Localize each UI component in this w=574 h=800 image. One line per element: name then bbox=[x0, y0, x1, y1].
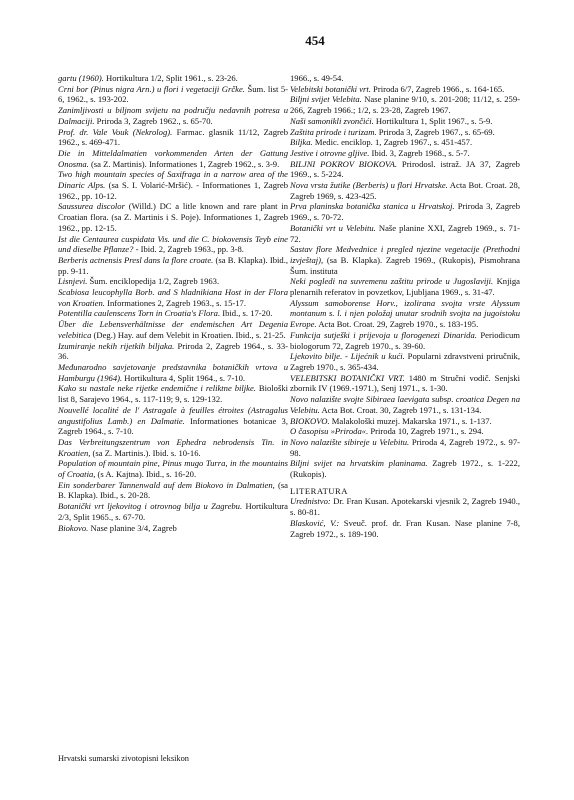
bibliography-entry bbox=[58, 501, 288, 522]
bibliography-entry bbox=[58, 287, 288, 308]
entry-details: Priroda 3, Zagreb 1962., s. 65-70. bbox=[94, 115, 213, 126]
bibliography-entry bbox=[290, 244, 520, 276]
entry-details: (Deg.) Hay. auf dem Velebit in Kroatien. Ibid., s. 21-25. bbox=[91, 329, 286, 340]
bibliography-entry bbox=[58, 308, 288, 319]
entry-details: Priroda 4, Zagreb 1972., s. 97-98. bbox=[290, 436, 521, 458]
entry-details: Sveuč. prof. dr. Fran Kusan. Nase planine 7-8, Zagreb 1972., s. 189-190. bbox=[290, 517, 520, 539]
entry-title: Biljka. bbox=[290, 137, 313, 148]
entry-title: Međunarodno savjetovanje predstavnika botaničkih vrtova u Hamburgu (1964). bbox=[58, 361, 288, 383]
entry-title: Crni bor (Pinus nigra Arn.) u flori i vegetaciji Grčke. bbox=[58, 83, 245, 94]
entry-title: Two high mountain species of Saxifraga in a narrow area of the Dinaric Alps. bbox=[58, 169, 288, 191]
bibliography-entry bbox=[290, 223, 520, 244]
bibliography-entry bbox=[58, 319, 288, 340]
entry-title: Neki pogledi na suvremenu zaštitu prirode u Jugoslaviji. bbox=[290, 276, 494, 287]
bibliography-entry bbox=[58, 169, 288, 201]
bibliography-entry bbox=[58, 362, 288, 383]
entry-details: Naše planine XXI, Zagreb 1969., s. 71-72. bbox=[290, 222, 520, 244]
bibliography-entry bbox=[290, 416, 520, 427]
entry-title: Jestive i otrovne gljive. bbox=[290, 147, 370, 158]
bibliography-entry bbox=[290, 84, 520, 95]
entry-title: Prof. dr. Vale Vouk (Nekrolog). bbox=[58, 126, 173, 137]
entry-details: Farmac. glasnik 11/12, Zagreb 1962., s. 469-471. bbox=[58, 126, 288, 148]
entry-details: Nase planine 3/4, Zagreb bbox=[88, 522, 177, 533]
entry-title: Alyssum samoborense Horv., izolirana svojta vrste Alyssum montanum s. l. i njen položaj unutar srodnih svojta na jugoistoku Evrope. bbox=[290, 297, 520, 330]
entry-title: Sastav flore Medvednice i pregled njezine vegetacije (Prethodni izvještaj), bbox=[290, 244, 520, 265]
bibliography-entry bbox=[58, 383, 288, 404]
bibliography-entry bbox=[290, 127, 520, 138]
bibliography-entry bbox=[290, 276, 520, 297]
right-column-entries bbox=[290, 73, 520, 480]
entry-details: Acta Bot. Croat. 28, Zagreb 1969, s. 423-425. bbox=[290, 180, 521, 201]
bibliography-entry bbox=[290, 437, 520, 458]
bibliography-entry bbox=[58, 405, 288, 437]
entry-details: (sa B. Klapka). Ibid., pp. 9-11. bbox=[58, 254, 288, 276]
entry-details: Ibid., s. 17-20. bbox=[220, 308, 273, 319]
entry-details: 1966., s. 49-54. bbox=[290, 73, 344, 83]
entry-details: Informationes 2, Zagreb 1963., s. 15-17. bbox=[104, 297, 247, 308]
entry-title: Naši samonikli zvončići. bbox=[290, 115, 374, 126]
entry-title: O časopisu »Priroda«. bbox=[290, 426, 369, 437]
entry-details: Nase planine 9/10, s. 201-208; 11/12, s. 259-266, Zagreb 1966.; 1/2, s. 23-28, Zagreb 1967. bbox=[290, 94, 521, 116]
entry-details: Priroda 10, Zagreb 1971., s. 294. bbox=[368, 426, 484, 437]
right-column bbox=[290, 73, 520, 539]
bibliography-entry bbox=[290, 330, 520, 351]
entry-title: Berberis actnensis Presl dans la flore croate. bbox=[58, 254, 214, 265]
entry-details: Priroda 2, Zagreb 1964., s. 33-36. bbox=[58, 340, 288, 362]
entry-details: Dr. Fran Kusan. Apotekarski vjesnik 2, Zagreb 1940., s. 80-81. bbox=[290, 496, 520, 518]
bibliography-entry bbox=[58, 480, 288, 501]
entry-title: Ein sonderbarer Tannenwald auf dem Biokovo in Dalmatien, bbox=[58, 479, 275, 490]
entry-details: Hortikultura 4, Split 1964., s. 7-10. bbox=[122, 372, 246, 383]
bibliography-entry bbox=[290, 180, 520, 201]
entry-title: Saussurea discolor bbox=[58, 201, 125, 212]
entry-details: Medic. enciklop. 1, Zagreb 1967., s. 451-457. bbox=[312, 137, 473, 148]
bibliography-entry bbox=[290, 426, 520, 437]
bibliography-entry bbox=[58, 201, 288, 233]
entry-title: Nova vrsta žutike (Berberis) u flori Hrvatske. bbox=[290, 180, 448, 191]
entry-details: Hortikultura 1/2, Split 1961., s. 23-26. bbox=[103, 73, 238, 83]
entry-title: Biokovo. bbox=[58, 522, 89, 533]
entry-details: (sa Z. Martinis.). Ibid. s. 10-16. bbox=[90, 447, 201, 458]
literature-heading: LITERATURA bbox=[290, 485, 348, 496]
bibliography-entry bbox=[58, 234, 288, 255]
entry-title: VELEBITSKI BOTANIČKI VRT. bbox=[290, 372, 405, 383]
entry-title: Das Verbreitungszentrum von Ephedra nebrodensis Tin. in Kroatien, bbox=[58, 436, 288, 458]
entry-details: Knjiga plenarnih referatov in povzetkov, Ljubljana 1969., s. 31-47. bbox=[290, 276, 520, 298]
entry-details: Malakološki muzej. Makarska 1971., s. 1-137. bbox=[329, 415, 492, 426]
entry-details: Hortikultura 2/3, Split 1965., s. 67-70. bbox=[58, 501, 288, 522]
entry-title: Ljekovito bilje. - Lijećnik u kući. bbox=[290, 351, 405, 362]
entry-title: Botanički vrt u Velebitu. bbox=[290, 222, 376, 233]
bibliography-entry bbox=[290, 201, 520, 222]
bibliography-entry bbox=[58, 458, 288, 479]
bibliography-entry bbox=[290, 458, 520, 479]
entry-title: BIOKOVO. bbox=[290, 415, 330, 426]
entry-title: Prva planinska botanička stanica u Hrvatskoj. bbox=[290, 201, 455, 212]
bibliography-entry bbox=[290, 518, 520, 539]
bibliography-entry bbox=[290, 394, 520, 415]
entry-title: Zaštita prirode i turizam. bbox=[290, 126, 377, 137]
entry-details: (s A. Kajtna). Ibid., s. 16-20. bbox=[95, 469, 197, 480]
entry-title: BILJNI POKROV BIOKOVA. bbox=[290, 158, 398, 169]
bibliography-entry bbox=[58, 105, 288, 126]
entry-title: Population of mountain pine, Pinus mugo Turra, in the mountains of Croatia, bbox=[58, 458, 288, 480]
entry-details: (Willd.) DC a litle known and rare plant in Croatian flora. (sa Z. Martinis i S. Poje). Informationes 1, Zagreb 1962., pp. 12-15. bbox=[58, 201, 288, 233]
bibliography-entry bbox=[58, 341, 288, 362]
entry-title: Izumiranje nekih rijetkih biljaka. bbox=[58, 340, 175, 351]
entry-details: Šum. enciklopedija 1/2, Zagreb 1963. bbox=[87, 276, 220, 287]
bibliography-entry bbox=[290, 94, 520, 115]
entry-title: gartu (1960). bbox=[58, 73, 104, 83]
bibliography-entry bbox=[58, 84, 288, 105]
bibliography-entry bbox=[58, 73, 288, 84]
bibliography-entry bbox=[290, 148, 520, 159]
bibliography-entry bbox=[290, 298, 520, 330]
entry-title: Über die Lebensverhältnisse der endemischen Art Degenia velebitica bbox=[58, 319, 288, 340]
entry-details: (sa Z. Martinis). Informationes 1, Zagreb 1962., s. 3-9. bbox=[88, 158, 280, 169]
bibliography-entry bbox=[290, 73, 520, 84]
entry-details: (sa B. Klapka). Ibid., s. 20-28. bbox=[58, 479, 289, 501]
literature-entries bbox=[290, 496, 520, 539]
bibliography-entry bbox=[58, 523, 288, 534]
page-number: 454 bbox=[305, 33, 325, 48]
entry-details: Priroda 3, Zagreb 1967., s. 65-69. bbox=[376, 126, 495, 137]
entry-title: Ist die Centaurea cuspidata Vis. und die C. biokovensis Teyb eine und dieselbe Pflanze? bbox=[58, 233, 288, 255]
entry-details: Šum. list 5-6, 1962., s. 193-202. bbox=[58, 83, 288, 105]
entry-details: (sa S. I. Volarić-Mršić). - Informationes 1, Zagreb 1962., pp. 10-12. bbox=[58, 180, 288, 201]
entry-title: Kako su nastale neke rijetke endemične i reliktne biljke. bbox=[58, 383, 256, 394]
entry-title: Scabiosa leucophylla Borb. and S hladnikiana Host in der Flora von Kroatien. bbox=[58, 287, 288, 308]
entry-title: Lisnjevi. bbox=[58, 276, 88, 287]
entry-title: Die in Mitteldalmatien vorkommenden Arten der Gattung Onosma. bbox=[58, 147, 288, 169]
bibliography-entry bbox=[58, 148, 288, 169]
entry-details: Priroda 3, Zagreb 1969., s. 70-72. bbox=[290, 201, 520, 223]
bibliography-entry bbox=[58, 437, 288, 458]
entry-title: Biljni svijet na hrvatskim planinama. bbox=[290, 458, 428, 469]
entry-details: Periodicum biologorum 72, Zagreb 1970., s. 39-60. bbox=[290, 329, 520, 351]
entry-details: Prirodosl. istraž. JA 37, Zagreb 1969., s. 5-224. bbox=[290, 158, 520, 180]
bibliography-entry bbox=[290, 496, 520, 517]
entry-title: Novo nalazište svojte Sibiraea laevigata subsp. croatica Degen na Velebitu. bbox=[290, 394, 520, 415]
entry-details: Informationes botanicae 3, Zagreb 1964., s. 7-10. bbox=[58, 415, 288, 437]
bibliography-entry bbox=[290, 159, 520, 180]
entry-title: Zanimljivosti u biljnom svijetu na području nedavnih potresa u Dalmaciji. bbox=[58, 105, 288, 126]
entry-title: Urednistvo: bbox=[290, 496, 331, 507]
entry-details: Ibid. 3, Zagreb 1968., s. 5-7. bbox=[369, 147, 470, 158]
bibliography-entry bbox=[58, 127, 288, 148]
entry-title: Nouvellé localité de l' Astragale à feuilles étroites (Astragalus angustifolius Lamb.) en Dalmatie. bbox=[58, 404, 288, 426]
entry-details: (sa B. Klapka). Zagreb 1969., (Rukopis), Pismohrana Šum. instituta bbox=[290, 254, 520, 276]
left-column bbox=[58, 73, 288, 533]
page-footer: Hrvatski sumarski zivotopisni leksikon bbox=[58, 754, 189, 763]
entry-title: Botanički vrt ljekovitog i otrovnog bilja u Zagrebu. bbox=[58, 501, 243, 512]
entry-details: Acta Bot. Croat. 29, Zagreb 1970., s. 183-195. bbox=[316, 319, 479, 330]
bibliography-entry bbox=[290, 137, 520, 148]
entry-details: - Ibid. 2, Zagreb 1963., pp. 3-8. bbox=[133, 244, 244, 255]
entry-title: Velebitski botanički vrt. bbox=[290, 83, 371, 94]
entry-title: Blasković, V.: bbox=[290, 517, 340, 528]
bibliography-entry bbox=[290, 351, 520, 372]
bibliography-entry bbox=[58, 255, 288, 276]
entry-details: Priroda 6/7, Zagreb 1966., s. 164-165. bbox=[370, 83, 505, 94]
bibliography-entry bbox=[58, 276, 288, 287]
entry-title: Potentilla caulenscens Torn in Croatia's Flora. bbox=[58, 308, 221, 319]
entry-details: 1480 m Stručni vodič. Senjski zbornik IV (1969.-1971.), Senj 1971., s. 1-30. bbox=[290, 372, 520, 394]
entry-details: Hortikultura 1, Split 1967., s. 5-9. bbox=[373, 115, 493, 126]
entry-title: Biljni svijet Velebita. bbox=[290, 94, 362, 105]
bibliography-entry bbox=[290, 373, 520, 394]
entry-details: Biološki list 8, Sarajevo 1964., s. 117-119; 9, s. 129-132. bbox=[58, 383, 289, 405]
entry-details: Zagreb 1972., s. 1-222, (Rukopis). bbox=[290, 458, 520, 480]
entry-title: Novo nalazište sibireje u Velebitu. bbox=[290, 436, 410, 447]
entry-details: Acta Bot. Croat. 30, Zagreb 1971., s. 131-134. bbox=[319, 404, 482, 415]
entry-details: Popularni zdravstveni priručnik, Zagreb 1970., s. 365-434. bbox=[290, 351, 521, 372]
bibliography-entry bbox=[290, 116, 520, 127]
entry-title: Funkcija sutješki i prijevoja u florogenezi Dinarida. bbox=[290, 329, 477, 340]
